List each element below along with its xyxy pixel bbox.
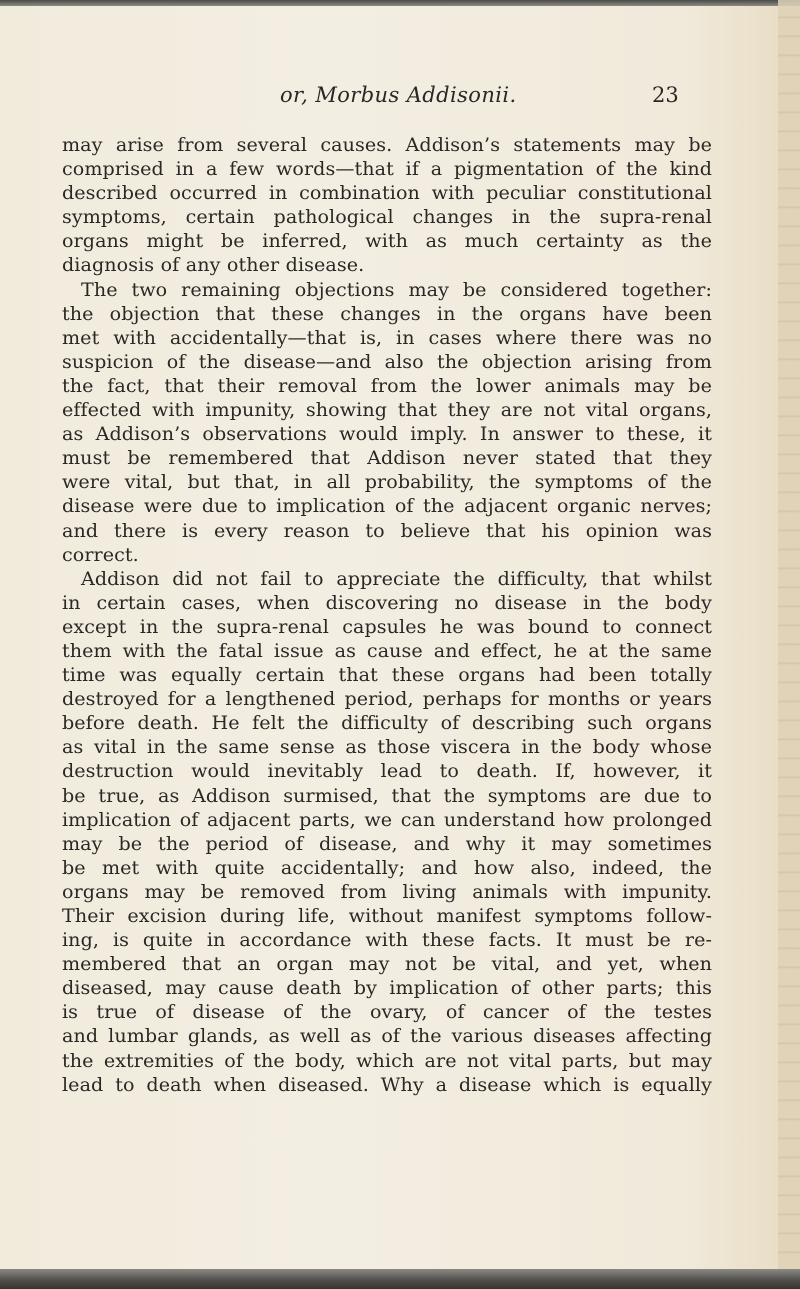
text-line: organs may be removed from living animals with impunity.: [62, 879, 712, 903]
text-line: except in the supra-renal capsules he was bound to connect: [62, 614, 712, 638]
page-number: 23: [652, 83, 679, 107]
text-line: before death. He felt the difficulty of describing such organs: [62, 711, 712, 735]
text-line: comprised in a few words—that if a pigmentation of the kind: [62, 157, 712, 181]
text-line: organs might be inferred, with as much certainty as the: [62, 229, 712, 253]
text-line: the fact, that their removal from the lower animals may be: [62, 373, 712, 397]
running-head: or, Morbus Addisonii.: [280, 83, 517, 107]
text-line: disease were due to implication of the adjacent organic nerves;: [62, 494, 712, 518]
text-line: may arise from several causes. Addison’s statements may be: [62, 133, 712, 156]
text-line: is true of disease of the ovary, of cancer of the testes: [62, 1000, 712, 1024]
text-line: implication of adjacent parts, we can understand how prolonged: [62, 807, 712, 831]
text-line: destroyed for a lengthened period, perhaps for months or years: [62, 687, 712, 711]
text-line: may be the period of disease, and why it may sometimes: [62, 831, 712, 855]
text-line: must be remembered that Addison never stated that they: [62, 446, 712, 470]
text-line: in certain cases, when discovering no disease in the body: [62, 590, 712, 614]
text-line: the objection that these changes in the organs have been: [62, 301, 712, 325]
text-line: correct.: [62, 542, 139, 566]
text-line: symptoms, certain pathological changes in the supra-renal: [62, 205, 712, 229]
top-scan-edge: [0, 0, 800, 6]
text-line: The two remaining objections may be considered together:: [81, 277, 712, 301]
page-header: [0, 83, 800, 117]
text-line: and lumbar glands, as well as of the various diseases affecting: [62, 1024, 712, 1048]
right-page-edge: [778, 0, 800, 1289]
text-line: met with accidentally—that is, in cases where there was no: [62, 325, 712, 349]
text-line: Addison did not fail to appreciate the difficulty, that whilst: [81, 566, 712, 590]
text-line: lead to death when diseased. Why a disease which is equally: [62, 1072, 712, 1096]
body-text: [62, 133, 712, 1097]
bottom-scan-edge: [0, 1269, 800, 1289]
text-line: were vital, but that, in all probability, the symptoms of the: [62, 470, 712, 494]
text-line: described occurred in combination with peculiar constitutional: [62, 181, 712, 205]
text-line: diagnosis of any other disease.: [62, 253, 365, 277]
text-line: diseased, may cause death by implication of other parts; this: [62, 976, 712, 1000]
text-line: destruction would inevitably lead to death. If, however, it: [62, 759, 712, 783]
text-line: be true, as Addison surmised, that the symptoms are due to: [62, 783, 712, 807]
text-line: membered that an organ may not be vital, and yet, when: [62, 952, 712, 976]
text-line: them with the fatal issue as cause and effect, he at the same: [62, 638, 712, 662]
text-line: Their excision during life, without manifest symptoms follow-: [62, 904, 712, 927]
text-line: the extremities of the body, which are not vital parts, but may: [62, 1048, 712, 1072]
text-line: be met with quite accidentally; and how also, indeed, the: [62, 855, 712, 879]
text-line: as Addison’s observations would imply. In answer to these, it: [62, 422, 712, 446]
text-line: suspicion of the disease—and also the objection arising from: [62, 349, 712, 373]
text-line: as vital in the same sense as those viscera in the body whose: [62, 735, 712, 759]
text-line: time was equally certain that these organs had been totally: [62, 663, 712, 687]
text-line: effected with impunity, showing that they are not vital organs,: [62, 398, 712, 422]
text-line: ing, is quite in accordance with these facts. It must be re-: [62, 928, 712, 952]
text-line: and there is every reason to believe that his opinion was: [62, 518, 712, 542]
